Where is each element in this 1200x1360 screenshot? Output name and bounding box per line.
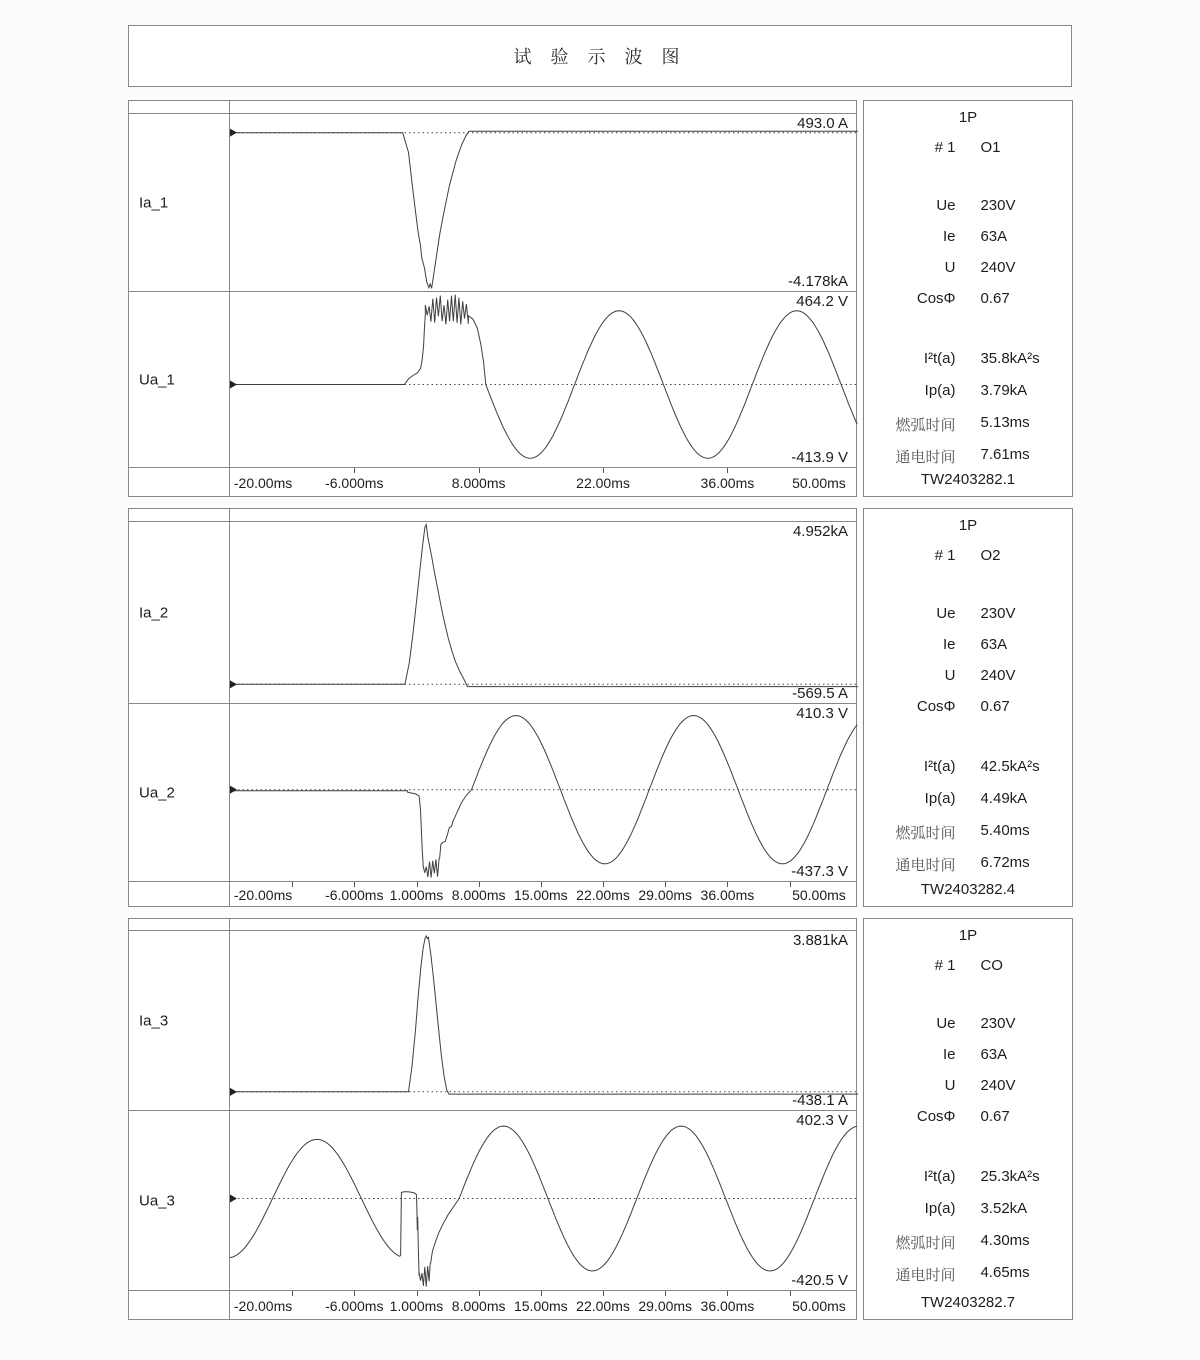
voltage-plot-2 bbox=[129, 703, 856, 881]
axis-tick bbox=[354, 468, 355, 473]
axis-tick-label: -6.000ms bbox=[325, 1298, 384, 1314]
time-axis-track bbox=[229, 468, 858, 498]
param-label: Ue bbox=[936, 605, 956, 622]
current-plot-2 bbox=[129, 521, 856, 703]
axis-tick-label: 15.00ms bbox=[513, 1298, 568, 1314]
param-label: CosΦ bbox=[916, 698, 956, 715]
voltage-waveform-svg bbox=[229, 704, 858, 881]
time-axis-track bbox=[229, 882, 858, 908]
y-min-label: -413.9 V bbox=[791, 449, 848, 466]
axis-tick bbox=[790, 882, 791, 887]
channel-label: Ua_1 bbox=[139, 371, 175, 388]
voltage-trace bbox=[229, 295, 857, 459]
operation-type: CO bbox=[980, 957, 1003, 974]
param-label: U bbox=[944, 667, 956, 684]
param-label: Ue bbox=[936, 1015, 956, 1032]
result-value: 3.79kA bbox=[980, 382, 1028, 399]
axis-tick bbox=[603, 1291, 604, 1296]
axis-tick bbox=[479, 1291, 480, 1296]
result-label: I²t(a) bbox=[923, 1168, 956, 1185]
axis-tick-label: 50.00ms bbox=[792, 475, 846, 491]
axis-tick-label: -6.000ms bbox=[325, 887, 384, 903]
param-value: 240V bbox=[980, 259, 1016, 276]
arcing-time-value: 5.13ms bbox=[980, 414, 1030, 431]
axis-tick bbox=[790, 1291, 791, 1296]
voltage-trace bbox=[229, 1126, 857, 1287]
param-value: 0.67 bbox=[980, 698, 1010, 715]
phase-label: 1P bbox=[958, 517, 978, 534]
param-value: 230V bbox=[980, 1015, 1016, 1032]
axis-tick-label: 50.00ms bbox=[792, 1298, 846, 1314]
y-max-label: 464.2 V bbox=[796, 293, 848, 310]
current-plot-3 bbox=[129, 930, 856, 1110]
channel-label: Ia_1 bbox=[139, 194, 169, 211]
voltage-waveform-svg bbox=[229, 292, 858, 467]
current-waveform-svg bbox=[229, 114, 858, 291]
y-min-label: -438.1 A bbox=[792, 1092, 848, 1109]
current-trace bbox=[229, 525, 858, 687]
channel-label: Ua_3 bbox=[139, 1192, 175, 1209]
waveform-panel-2 bbox=[128, 508, 857, 907]
phase-label: 1P bbox=[958, 109, 978, 126]
param-value: 0.67 bbox=[980, 290, 1010, 307]
info-panel-1 bbox=[863, 100, 1073, 497]
param-value: 63A bbox=[980, 636, 1008, 653]
result-value: 4.49kA bbox=[980, 790, 1028, 807]
result-value: 3.52kA bbox=[980, 1200, 1028, 1217]
waveform-panel-3 bbox=[128, 918, 857, 1320]
report-number: TW2403282.1 bbox=[920, 471, 1016, 488]
axis-tick-label: 36.00ms bbox=[700, 1298, 755, 1314]
conduction-time-value: 4.65ms bbox=[980, 1264, 1030, 1281]
arcing-time-value: 4.30ms bbox=[980, 1232, 1030, 1249]
axis-tick-label: 22.00ms bbox=[576, 887, 630, 903]
axis-tick bbox=[665, 1291, 666, 1296]
axis-tick-label: 15.00ms bbox=[513, 887, 568, 903]
time-axis-track bbox=[229, 1291, 858, 1321]
channel-label: Ia_2 bbox=[139, 604, 169, 621]
axis-tick bbox=[354, 1291, 355, 1296]
result-label: Ip(a) bbox=[924, 790, 956, 807]
conduction-time-label: 通电时间 bbox=[895, 1267, 956, 1284]
axis-tick bbox=[292, 882, 293, 887]
info-panel-3 bbox=[863, 918, 1073, 1320]
axis-tick bbox=[479, 468, 480, 473]
arcing-time-value: 5.40ms bbox=[980, 822, 1030, 839]
current-waveform-svg bbox=[229, 931, 858, 1110]
result-label: Ip(a) bbox=[924, 382, 956, 399]
report-number: TW2403282.7 bbox=[920, 1294, 1016, 1311]
axis-tick-label: 1.000ms bbox=[389, 887, 444, 903]
param-label: Ie bbox=[943, 228, 956, 245]
sample-number: # 1 bbox=[934, 139, 956, 156]
axis-tick-label: 29.00ms bbox=[638, 1298, 693, 1314]
param-value: 240V bbox=[980, 1077, 1016, 1094]
title-box bbox=[128, 25, 1072, 87]
arcing-time-label: 燃弧时间 bbox=[895, 1235, 956, 1252]
axis-tick-label: 1.000ms bbox=[389, 1298, 444, 1314]
trigger-marker-icon bbox=[230, 680, 237, 688]
axis-tick-label: 8.000ms bbox=[451, 1298, 506, 1314]
result-value: 25.3kA²s bbox=[980, 1168, 1040, 1185]
param-label: Ie bbox=[943, 1046, 956, 1063]
conduction-time-label: 通电时间 bbox=[895, 857, 956, 874]
y-min-label: -4.178kA bbox=[787, 273, 848, 290]
result-value: 42.5kA²s bbox=[980, 758, 1040, 775]
axis-tick-label: 8.000ms bbox=[451, 475, 506, 491]
axis-tick-label: 50.00ms bbox=[792, 887, 846, 903]
axis-tick bbox=[603, 468, 604, 473]
report-number: TW2403282.4 bbox=[920, 881, 1016, 898]
trigger-marker-icon bbox=[230, 786, 237, 794]
y-min-label: -420.5 V bbox=[791, 1272, 848, 1289]
arcing-time-label: 燃弧时间 bbox=[895, 417, 956, 434]
arcing-time-label: 燃弧时间 bbox=[895, 825, 956, 842]
voltage-waveform-svg bbox=[229, 1111, 858, 1290]
y-axis-line bbox=[229, 101, 230, 496]
y-max-label: 4.952kA bbox=[792, 523, 848, 540]
param-value: 0.67 bbox=[980, 1108, 1010, 1125]
param-value: 230V bbox=[980, 197, 1016, 214]
y-axis-line bbox=[229, 919, 230, 1319]
axis-tick-label: -20.00ms bbox=[233, 887, 293, 903]
y-min-label: -437.3 V bbox=[791, 863, 848, 880]
result-label: Ip(a) bbox=[924, 1200, 956, 1217]
param-label: CosΦ bbox=[916, 1108, 956, 1125]
conduction-time-value: 7.61ms bbox=[980, 446, 1030, 463]
y-max-label: 493.0 A bbox=[797, 115, 848, 132]
voltage-trace bbox=[229, 716, 857, 878]
result-label: I²t(a) bbox=[923, 758, 956, 775]
param-value: 63A bbox=[980, 1046, 1008, 1063]
channel-label: Ia_3 bbox=[139, 1012, 169, 1029]
axis-tick-label: -6.000ms bbox=[325, 475, 384, 491]
info-panel-2 bbox=[863, 508, 1073, 907]
param-label: Ue bbox=[936, 197, 956, 214]
y-max-label: 402.3 V bbox=[796, 1112, 848, 1129]
param-label: U bbox=[944, 259, 956, 276]
current-plot-1 bbox=[129, 113, 856, 291]
conduction-time-label: 通电时间 bbox=[895, 449, 956, 466]
operation-type: O1 bbox=[980, 139, 1001, 156]
top-strip bbox=[129, 509, 856, 521]
current-trace bbox=[229, 936, 858, 1094]
y-max-label: 410.3 V bbox=[796, 705, 848, 722]
time-axis-1 bbox=[129, 467, 856, 498]
top-strip bbox=[129, 101, 856, 113]
result-label: I²t(a) bbox=[923, 350, 956, 367]
axis-tick bbox=[727, 468, 728, 473]
result-value: 35.8kA²s bbox=[980, 350, 1040, 367]
param-value: 240V bbox=[980, 667, 1016, 684]
y-max-label: 3.881kA bbox=[792, 932, 848, 949]
axis-tick-label: 22.00ms bbox=[576, 1298, 630, 1314]
voltage-plot-3 bbox=[129, 1110, 856, 1290]
current-waveform-svg bbox=[229, 522, 858, 703]
top-strip bbox=[129, 919, 856, 930]
axis-tick-label: 36.00ms bbox=[700, 475, 755, 491]
axis-tick bbox=[417, 1291, 418, 1296]
trigger-marker-icon bbox=[230, 1195, 237, 1203]
voltage-plot-1 bbox=[129, 291, 856, 467]
current-trace bbox=[229, 131, 858, 288]
phase-label: 1P bbox=[958, 927, 978, 944]
y-axis-line bbox=[229, 509, 230, 906]
axis-tick-label: 36.00ms bbox=[700, 887, 755, 903]
param-value: 230V bbox=[980, 605, 1016, 622]
axis-tick-label: 22.00ms bbox=[576, 475, 630, 491]
waveform-panel-1 bbox=[128, 100, 857, 497]
axis-tick-label: -20.00ms bbox=[233, 1298, 293, 1314]
axis-tick-label: -20.00ms bbox=[233, 475, 293, 491]
param-label: Ie bbox=[943, 636, 956, 653]
conduction-time-value: 6.72ms bbox=[980, 854, 1030, 871]
trigger-marker-icon bbox=[230, 1088, 237, 1096]
param-label: CosΦ bbox=[916, 290, 956, 307]
axis-tick bbox=[292, 1291, 293, 1296]
axis-tick-label: 8.000ms bbox=[451, 887, 506, 903]
channel-label: Ua_2 bbox=[139, 784, 175, 801]
time-axis-2 bbox=[129, 881, 856, 908]
page-title: 试 验 示 波 图 bbox=[513, 47, 687, 67]
param-value: 63A bbox=[980, 228, 1008, 245]
axis-tick bbox=[727, 1291, 728, 1296]
sample-number: # 1 bbox=[934, 547, 956, 564]
y-min-label: -569.5 A bbox=[792, 685, 848, 702]
param-label: U bbox=[944, 1077, 956, 1094]
operation-type: O2 bbox=[980, 547, 1001, 564]
axis-tick bbox=[541, 1291, 542, 1296]
time-axis-3 bbox=[129, 1290, 856, 1321]
trigger-marker-icon bbox=[230, 129, 237, 137]
axis-tick-label: 29.00ms bbox=[638, 887, 693, 903]
sample-number: # 1 bbox=[934, 957, 956, 974]
trigger-marker-icon bbox=[230, 381, 237, 389]
